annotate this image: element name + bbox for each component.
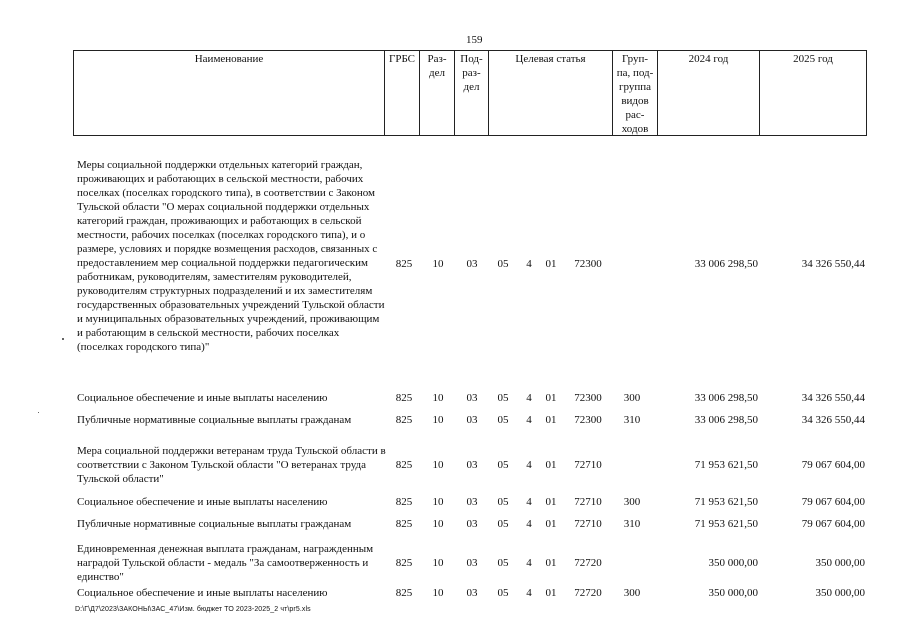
- cell-podrazdel: 03: [466, 496, 478, 508]
- cell-target-3: 01: [545, 587, 557, 599]
- cell-target-2: 4: [526, 518, 532, 530]
- cell-2024: 350 000,00: [708, 587, 758, 599]
- cell-2025: 34 326 550,44: [801, 414, 865, 426]
- row-name: Публичные нормативные социальные выплаты гражданам: [77, 518, 352, 530]
- cell-target-4: 72300: [574, 392, 602, 404]
- row-name: Социальное обеспечение и иные выплаты населению: [77, 392, 328, 404]
- cell-grbs: 825: [395, 496, 413, 508]
- cell-podrazdel: 03: [466, 459, 478, 471]
- cell-target-1: 05: [497, 459, 509, 471]
- cell-razdel: 10: [432, 587, 444, 599]
- cell-razdel: 10: [432, 392, 444, 404]
- cell-target-3: 01: [545, 414, 557, 426]
- cell-2024: 33 006 298,50: [694, 392, 758, 404]
- cell-target-4: 72710: [574, 496, 602, 508]
- table-header: [73, 50, 867, 136]
- row-name: Мера социальной поддержки ветеранам труда Тульской области в соответствии с Законом Тульской области "О ветеранах труда Тульской области": [77, 445, 386, 485]
- cell-group: 300: [623, 496, 641, 508]
- cell-target-1: 05: [497, 392, 509, 404]
- cell-grbs: 825: [395, 459, 413, 471]
- cell-target-2: 4: [526, 258, 532, 270]
- cell-target-2: 4: [526, 587, 532, 599]
- cell-2024: 33 006 298,50: [694, 258, 758, 270]
- cell-target-1: 05: [497, 557, 509, 569]
- cell-target-3: 01: [545, 557, 557, 569]
- cell-target-2: 4: [526, 496, 532, 508]
- cell-podrazdel: 03: [466, 557, 478, 569]
- cell-razdel: 10: [432, 459, 444, 471]
- cell-target-4: 72300: [574, 414, 602, 426]
- cell-grbs: 825: [395, 414, 413, 426]
- cell-2024: 33 006 298,50: [694, 414, 758, 426]
- cell-group: 310: [623, 518, 641, 530]
- cell-target-3: 01: [545, 496, 557, 508]
- scan-mark: [62, 338, 64, 340]
- col-header-name: Наименование: [74, 51, 385, 135]
- cell-razdel: 10: [432, 518, 444, 530]
- cell-target-1: 05: [497, 414, 509, 426]
- row-name: Социальное обеспечение и иные выплаты населению: [77, 496, 328, 508]
- cell-razdel: 10: [432, 414, 444, 426]
- table-row: [73, 444, 867, 486]
- cell-group: 300: [623, 392, 641, 404]
- table-row: [73, 495, 867, 509]
- table-row: [73, 391, 867, 405]
- cell-grbs: 825: [395, 518, 413, 530]
- cell-target-3: 01: [545, 258, 557, 270]
- col-header-2025: 2025 год: [793, 53, 833, 65]
- cell-2024: 71 953 621,50: [694, 459, 758, 471]
- cell-target-3: 01: [545, 392, 557, 404]
- cell-grbs: 825: [395, 587, 413, 599]
- cell-target-4: 72720: [574, 557, 602, 569]
- cell-grbs: 825: [395, 392, 413, 404]
- cell-razdel: 10: [432, 557, 444, 569]
- cell-2025: 34 326 550,44: [801, 392, 865, 404]
- cell-2025: 79 067 604,00: [801, 459, 865, 471]
- cell-2024: 71 953 621,50: [694, 518, 758, 530]
- cell-razdel: 10: [432, 496, 444, 508]
- cell-grbs: 825: [395, 557, 413, 569]
- row-name: Публичные нормативные социальные выплаты гражданам: [77, 414, 352, 426]
- cell-2025: 350 000,00: [815, 587, 865, 599]
- col-header-group: Груп- па, под- группа видов рас- ходов: [613, 51, 658, 135]
- row-name: Меры социальной поддержки отдельных категорий граждан, проживающих и работающих в сельской местности, рабочих поселках (поселках городского типа), в соответствии с Законом Тульской области "О мерах социальной поддержки отдельных категорий граждан, проживающих и работающих в сельской местности, рабочих поселках (поселках городского типа), и о размере, условиях и порядке возмещения расходов, связанных с предоставлением мер социальной поддержки педагогическим работникам, руководителям, заместителям руководителей, руководителям структурных подразделений и их заместителям государственных образовательных учреждений Тульской области и муниципальных образовательных учреждений, проживающим и работающим в сельской местности, рабочих поселках (поселках городского типа)": [77, 159, 385, 353]
- col-header-target: Целевая статья: [489, 51, 613, 135]
- table-row: [73, 413, 867, 427]
- cell-target-2: 4: [526, 414, 532, 426]
- col-header-podrazdel: Под- раз- дел: [455, 51, 489, 135]
- cell-2025: 350 000,00: [815, 557, 865, 569]
- cell-group: 300: [623, 587, 641, 599]
- cell-target-4: 72720: [574, 587, 602, 599]
- col-header-grbs: ГРБС: [385, 51, 420, 135]
- cell-target-3: 01: [545, 518, 557, 530]
- table-row: [73, 158, 867, 370]
- cell-target-1: 05: [497, 258, 509, 270]
- cell-target-3: 01: [545, 459, 557, 471]
- cell-target-2: 4: [526, 459, 532, 471]
- cell-podrazdel: 03: [466, 414, 478, 426]
- cell-target-4: 72710: [574, 518, 602, 530]
- cell-podrazdel: 03: [466, 518, 478, 530]
- cell-2025: 79 067 604,00: [801, 518, 865, 530]
- file-path-footer: D:\Г\Д7\2023\ЗАКОНЫ\ЗАС_47\Изм. бюджет ТО 2023-2025_2 чт\pr5.xls: [75, 606, 311, 613]
- row-name: Единовременная денежная выплата гражданам, награжденным наградой Тульской области - медаль "За самоотверженность и единство": [77, 543, 374, 583]
- cell-2024: 71 953 621,50: [694, 496, 758, 508]
- cell-target-2: 4: [526, 392, 532, 404]
- cell-target-1: 05: [497, 518, 509, 530]
- table-row: [73, 517, 867, 531]
- cell-podrazdel: 03: [466, 258, 478, 270]
- col-header-2024: 2024 год: [658, 51, 760, 135]
- cell-target-4: 72300: [574, 258, 602, 270]
- cell-target-1: 05: [497, 587, 509, 599]
- table-row: [73, 542, 867, 584]
- col-header-razdel: Раз- дел: [420, 51, 455, 135]
- cell-target-1: 05: [497, 496, 509, 508]
- page-number: 159: [466, 34, 483, 46]
- row-name: Социальное обеспечение и иные выплаты населению: [77, 587, 328, 599]
- cell-razdel: 10: [432, 258, 444, 270]
- cell-target-4: 72710: [574, 459, 602, 471]
- cell-2024: 350 000,00: [708, 557, 758, 569]
- cell-group: 310: [623, 414, 641, 426]
- cell-podrazdel: 03: [466, 587, 478, 599]
- cell-2025: 34 326 550,44: [801, 258, 865, 270]
- table-row: [73, 586, 867, 600]
- scan-mark: [38, 412, 39, 413]
- cell-2025: 79 067 604,00: [801, 496, 865, 508]
- cell-target-2: 4: [526, 557, 532, 569]
- cell-podrazdel: 03: [466, 392, 478, 404]
- cell-grbs: 825: [395, 258, 413, 270]
